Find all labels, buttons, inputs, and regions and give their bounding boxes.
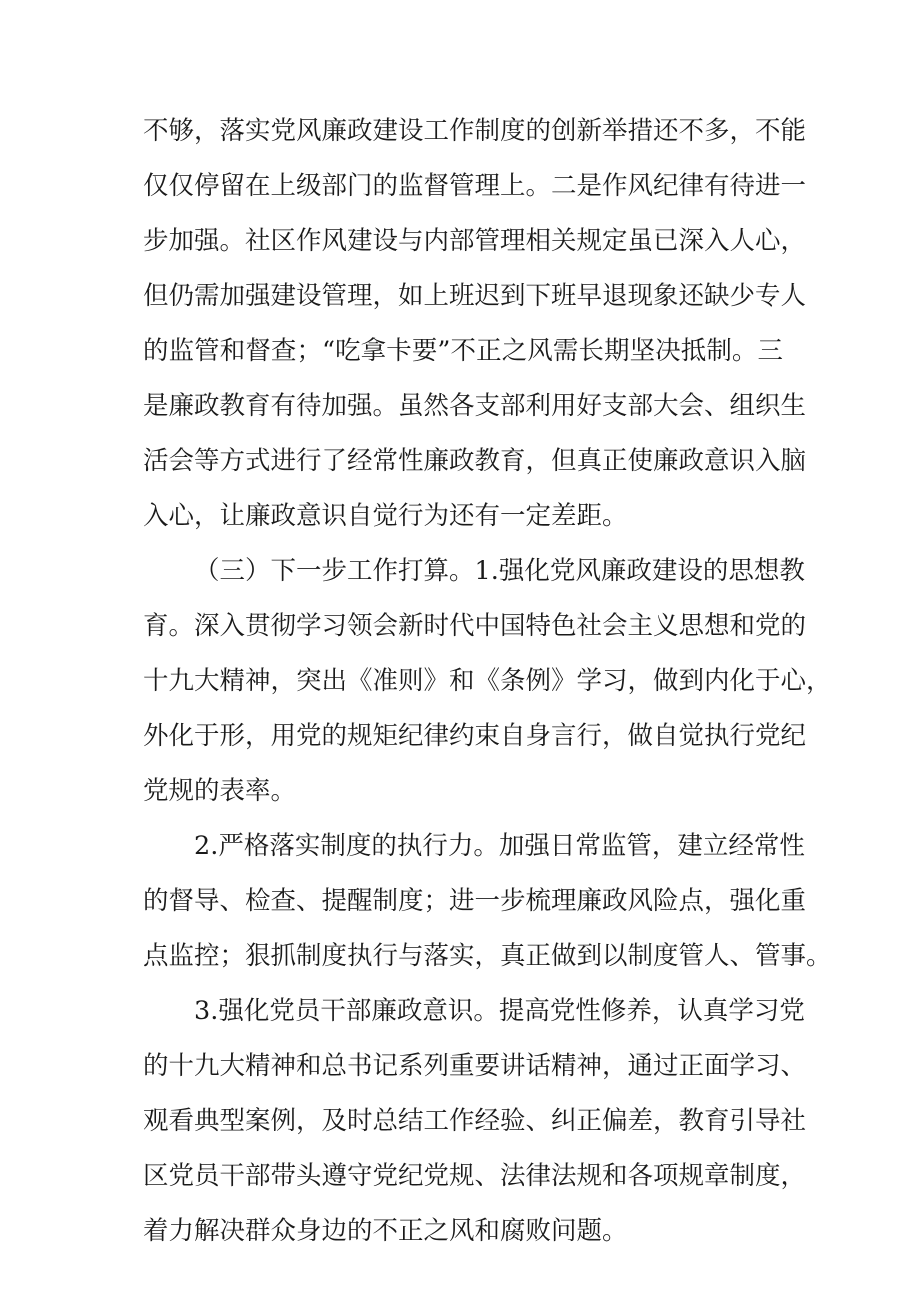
text-line: 活会等方式进行了经常性廉政教育，但真正使廉政意识入脑: [143, 446, 807, 476]
document-body: [143, 104, 832, 1259]
text-line: 着力解决群众身边的不正之风和腐败问题。: [143, 1216, 628, 1246]
text-line: 不够，落实党风廉政建设工作制度的创新举措还不多，不能: [143, 116, 807, 146]
text-line: 党规的表率。: [143, 776, 297, 806]
paragraph-start-line: 2.严格落实制度的执行力。加强日常监管，建立经常性: [194, 831, 805, 861]
paragraph-start-line: 3.强化党员干部廉政意识。提高党性修养，认真学习党: [194, 996, 805, 1026]
text-line: 观看典型案例，及时总结工作经验、纠正偏差，教育引导社: [143, 1106, 807, 1136]
text-line: 外化于形，用党的规矩纪律约束自身言行，做自觉执行党纪: [143, 721, 807, 751]
text-line: 仅仅停留在上级部门的监督管理上。二是作风纪律有待进一: [143, 171, 807, 201]
text-line: 点监控；狠抓制度执行与落实，真正做到以制度管人、管事。: [143, 941, 832, 971]
text-line: 是廉政教育有待加强。虽然各支部利用好支部大会、组织生: [143, 391, 807, 421]
text-line: 育。深入贯彻学习领会新时代中国特色社会主义思想和党的: [143, 611, 807, 641]
text-line: 入心，让廉政意识自觉行为还有一定差距。: [143, 501, 628, 531]
section-heading-line: （三）下一步工作打算。1.强化党风廉政建设的思想教: [194, 556, 805, 586]
text-line: 但仍需加强建设管理，如上班迟到下班早退现象还缺少专人: [143, 281, 807, 311]
text-line: 的十九大精神和总书记系列重要讲话精神，通过正面学习、: [143, 1051, 807, 1081]
text-line: 的督导、检查、提醒制度；进一步梳理廉政风险点，强化重: [143, 886, 807, 916]
text-line: 十九大精神，突出《准则》和《条例》学习，做到内化于心，: [143, 666, 832, 696]
text-line: 区党员干部带头遵守党纪党规、法律法规和各项规章制度，: [143, 1161, 807, 1191]
text-line: 的监管和督查；“吃拿卡要”不正之风需长期坚决抵制。三: [143, 336, 783, 366]
text-line: 步加强。社区作风建设与内部管理相关规定虽已深入人心，: [143, 226, 807, 256]
